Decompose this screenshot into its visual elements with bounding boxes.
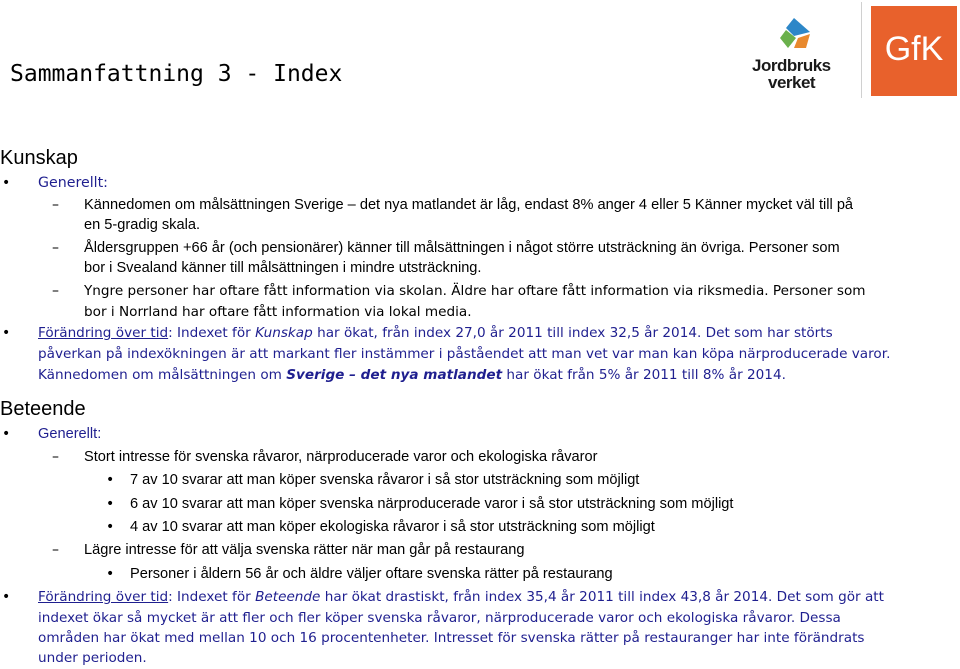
bullet-icon: •	[2, 426, 11, 442]
kunskap-change-line2: påverkan på indexökningen är att markant fler instämmer i påståendet att man vet var man kan köpa närproducerade varor.	[38, 346, 891, 362]
bullet-icon: •	[106, 566, 115, 582]
dash-icon: –	[52, 197, 59, 213]
kunskap-item-1-line1: Kännedomen om målsättningen Sverige – det nya matlandet är låg, endast 8% anger 4 eller 5 Känner mycket väl till på	[84, 197, 854, 213]
beteende-change-line3: områden har ökat med mellan 10 och 16 procentenheter. Intresset för svenska rätter på restauranger har inte förändrats	[38, 630, 865, 646]
beteende-change-index-name: Beteende	[255, 589, 321, 605]
jordbruksverket-line2: verket	[768, 73, 816, 92]
beteende-change-label: Förändring över tid	[38, 589, 169, 605]
beteende-high-item-3: 4 av 10 svarar att man köper ekologiska råvaror i så stor utsträckning som möjligt	[130, 519, 655, 535]
kunskap-item-2-line1: Åldersgruppen +66 år (och pensionärer) känner till målsättningen i något större utsträckning än övriga. Personer som	[84, 240, 840, 256]
beteende-high-item-2: 6 av 10 svarar att man köper svenska närproducerade varor i så stor utsträckning som möjligt	[130, 496, 734, 512]
kunskap-change-label: Förändring över tid	[38, 325, 169, 341]
section-heading-beteende: Beteende	[0, 398, 86, 420]
bullet-icon: •	[2, 175, 11, 191]
kunskap-change-text-c: har ökat, från index 27,0 år 2011 till index 32,5 år 2014. Det som har störts	[312, 325, 833, 341]
dash-icon: –	[52, 449, 59, 465]
jordbruksverket-line1: Jordbruks	[752, 56, 831, 75]
kunskap-change-text-a: : Indexet för	[168, 325, 256, 341]
kunskap-item-1-line2: en 5-gradig skala.	[84, 217, 201, 233]
beteende-high-label: Stort intresse för svenska råvaror, närproducerade varor och ekologiska råvaror	[84, 449, 598, 465]
jordbruksverket-logo	[750, 14, 850, 94]
bullet-icon: •	[106, 496, 115, 512]
kunskap-change-l3-c: har ökat från 5% år 2011 till 8% år 2014.	[502, 367, 786, 383]
kunskap-change-line1	[38, 323, 833, 344]
page-title: Sammanfattning 3 - Index	[10, 61, 343, 87]
section-heading-kunskap: Kunskap	[0, 147, 78, 169]
bullet-icon: •	[106, 519, 115, 535]
kunskap-generellt-label: Generellt:	[38, 175, 108, 191]
kunskap-change-index-name: Kunskap	[255, 325, 313, 341]
beteende-low-label: Lägre intresse för att välja svenska rätter när man går på restaurang	[84, 542, 525, 558]
dash-icon: –	[52, 240, 59, 256]
beteende-change-text-c: har ökat drastiskt, från index 35,4 år 2011 till index 43,8 år 2014. Det som gör att	[320, 589, 884, 605]
beteende-high-item-1: 7 av 10 svarar att man köper svenska råvaror i så stor utsträckning som möjligt	[130, 472, 640, 488]
logo-divider	[861, 2, 862, 98]
kunskap-change-l3-a: Kännedomen om målsättningen om	[38, 367, 287, 383]
beteende-low-item-1: Personer i åldern 56 år och äldre väljer oftare svenska rätter på restaurang	[130, 566, 613, 582]
beteende-change-text-a: : Indexet för	[168, 589, 256, 605]
kunskap-change-l3-b: Sverige – det nya matlandet	[286, 367, 503, 383]
bullet-icon: •	[2, 325, 11, 341]
dash-icon: –	[52, 542, 59, 558]
beteende-change-line1	[38, 587, 884, 608]
beteende-generellt-label: Generellt:	[38, 426, 102, 442]
dash-icon: –	[52, 283, 59, 299]
kunskap-item-3-line2: bor i Norrland har oftare fått information via lokal media.	[84, 304, 472, 320]
bullet-icon: •	[2, 589, 11, 605]
gfk-logo-text: GfK	[884, 30, 944, 68]
beteende-change-line4: under perioden.	[38, 650, 147, 666]
bullet-icon: •	[106, 472, 115, 488]
kunskap-item-2-line2: bor i Svealand känner till målsättningen i mindre utsträckning.	[84, 260, 482, 276]
kunskap-item-3-line1: Yngre personer har oftare fått information via skolan. Äldre har oftare fått information via riksmedia. Personer som	[84, 283, 866, 299]
gfk-logo	[871, 6, 957, 96]
beteende-change-line2: indexet ökar så mycket är att fler och fler köper svenska råvaror, närproducerade varor och ekologiska råvaror. Dessa	[38, 610, 841, 626]
kunskap-change-line3	[38, 365, 786, 386]
